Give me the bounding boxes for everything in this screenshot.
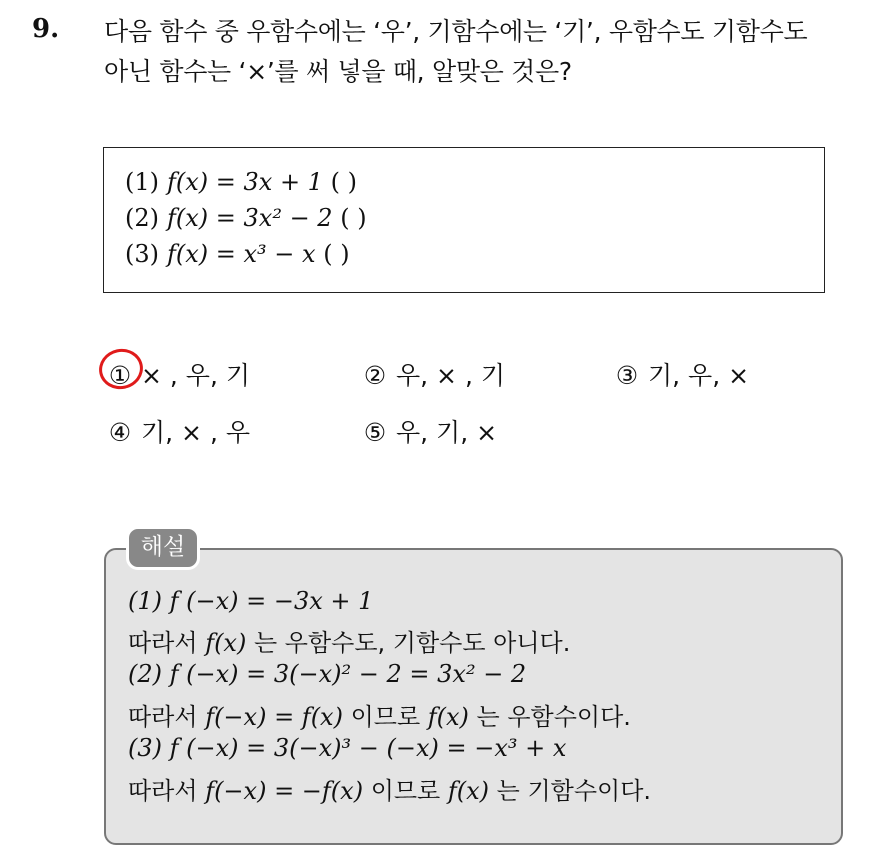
solution-math-2: f(x) [427, 703, 469, 731]
choice-text: 우, 기, × [396, 418, 498, 447]
item-blank[interactable]: ( ) [330, 168, 357, 196]
choice-text: × , 우, 기 [141, 361, 250, 390]
solution-line-2 [128, 623, 570, 658]
solution-math: (2) f (−x) = 3(−x)² − 2 = 3x² − 2 [128, 660, 527, 688]
item-number: (1) [125, 168, 159, 196]
item-number: (2) [125, 204, 159, 232]
item-expression: f(x) = x³ − x [167, 240, 316, 268]
choice-text: 기, 우, × [648, 361, 750, 390]
choice-marker: ④ [108, 418, 132, 447]
solution-tab: 해설 [126, 526, 200, 570]
problem-box [103, 147, 825, 293]
solution-line-4 [128, 697, 631, 732]
problem-item-1 [125, 168, 357, 196]
solution-mid: 이므로 [363, 777, 448, 805]
choice-marker: ③ [615, 361, 639, 390]
item-expression: f(x) = 3x + 1 [167, 168, 323, 196]
choice-3[interactable] [614, 356, 749, 392]
item-number: (3) [125, 240, 159, 268]
choice-marker: ① [108, 361, 132, 390]
choice-4[interactable] [107, 413, 250, 449]
question-line-1: 다음 함수 중 우함수에는 ‘우’, 기함수에는 ‘기’, 우함수도 기함수도 [104, 17, 808, 46]
choice-5[interactable] [362, 413, 497, 449]
solution-line-3 [128, 660, 526, 688]
choice-text: 기, × , 우 [141, 418, 250, 447]
question-text [104, 12, 874, 92]
choice-2[interactable] [362, 356, 505, 392]
item-blank[interactable]: ( ) [323, 240, 350, 268]
choice-text: 우, × , 기 [396, 361, 505, 390]
solution-math: f(−x) = −f(x) [205, 777, 364, 805]
problem-item-3 [125, 240, 350, 268]
problem-item-2 [125, 204, 367, 232]
solution-line-6 [128, 771, 651, 806]
solution-text: 는 기함수이다. [489, 777, 652, 805]
choice-marker: ⑤ [363, 418, 387, 447]
solution-mid: 이므로 [342, 703, 428, 731]
solution-prefix: 따라서 [128, 629, 206, 657]
solution-math: (3) f (−x) = 3(−x)³ − (−x) = −x³ + x [128, 734, 567, 762]
solution-math: f(x) [205, 629, 247, 657]
solution-text: 는 우함수도, 기함수도 아니다. [246, 629, 571, 657]
choice-marker: ② [363, 361, 387, 390]
solution-prefix: 따라서 [128, 777, 206, 805]
solution-text: 는 우함수이다. [468, 703, 631, 731]
question-line-2: 아닌 함수는 ‘×’를 써 넣을 때, 알맞은 것은? [104, 57, 572, 86]
solution-line-1 [128, 587, 373, 615]
solution-math-2: f(x) [447, 777, 490, 805]
choice-1[interactable] [107, 356, 250, 392]
solution-math: f(−x) = f(x) [205, 703, 343, 731]
solution-math: (1) f (−x) = −3x + 1 [128, 587, 374, 615]
solution-line-5 [128, 734, 566, 762]
solution-prefix: 따라서 [128, 703, 206, 731]
item-expression: f(x) = 3x² − 2 [167, 204, 333, 232]
question-number: 9. [32, 14, 60, 44]
item-blank[interactable]: ( ) [340, 204, 367, 232]
